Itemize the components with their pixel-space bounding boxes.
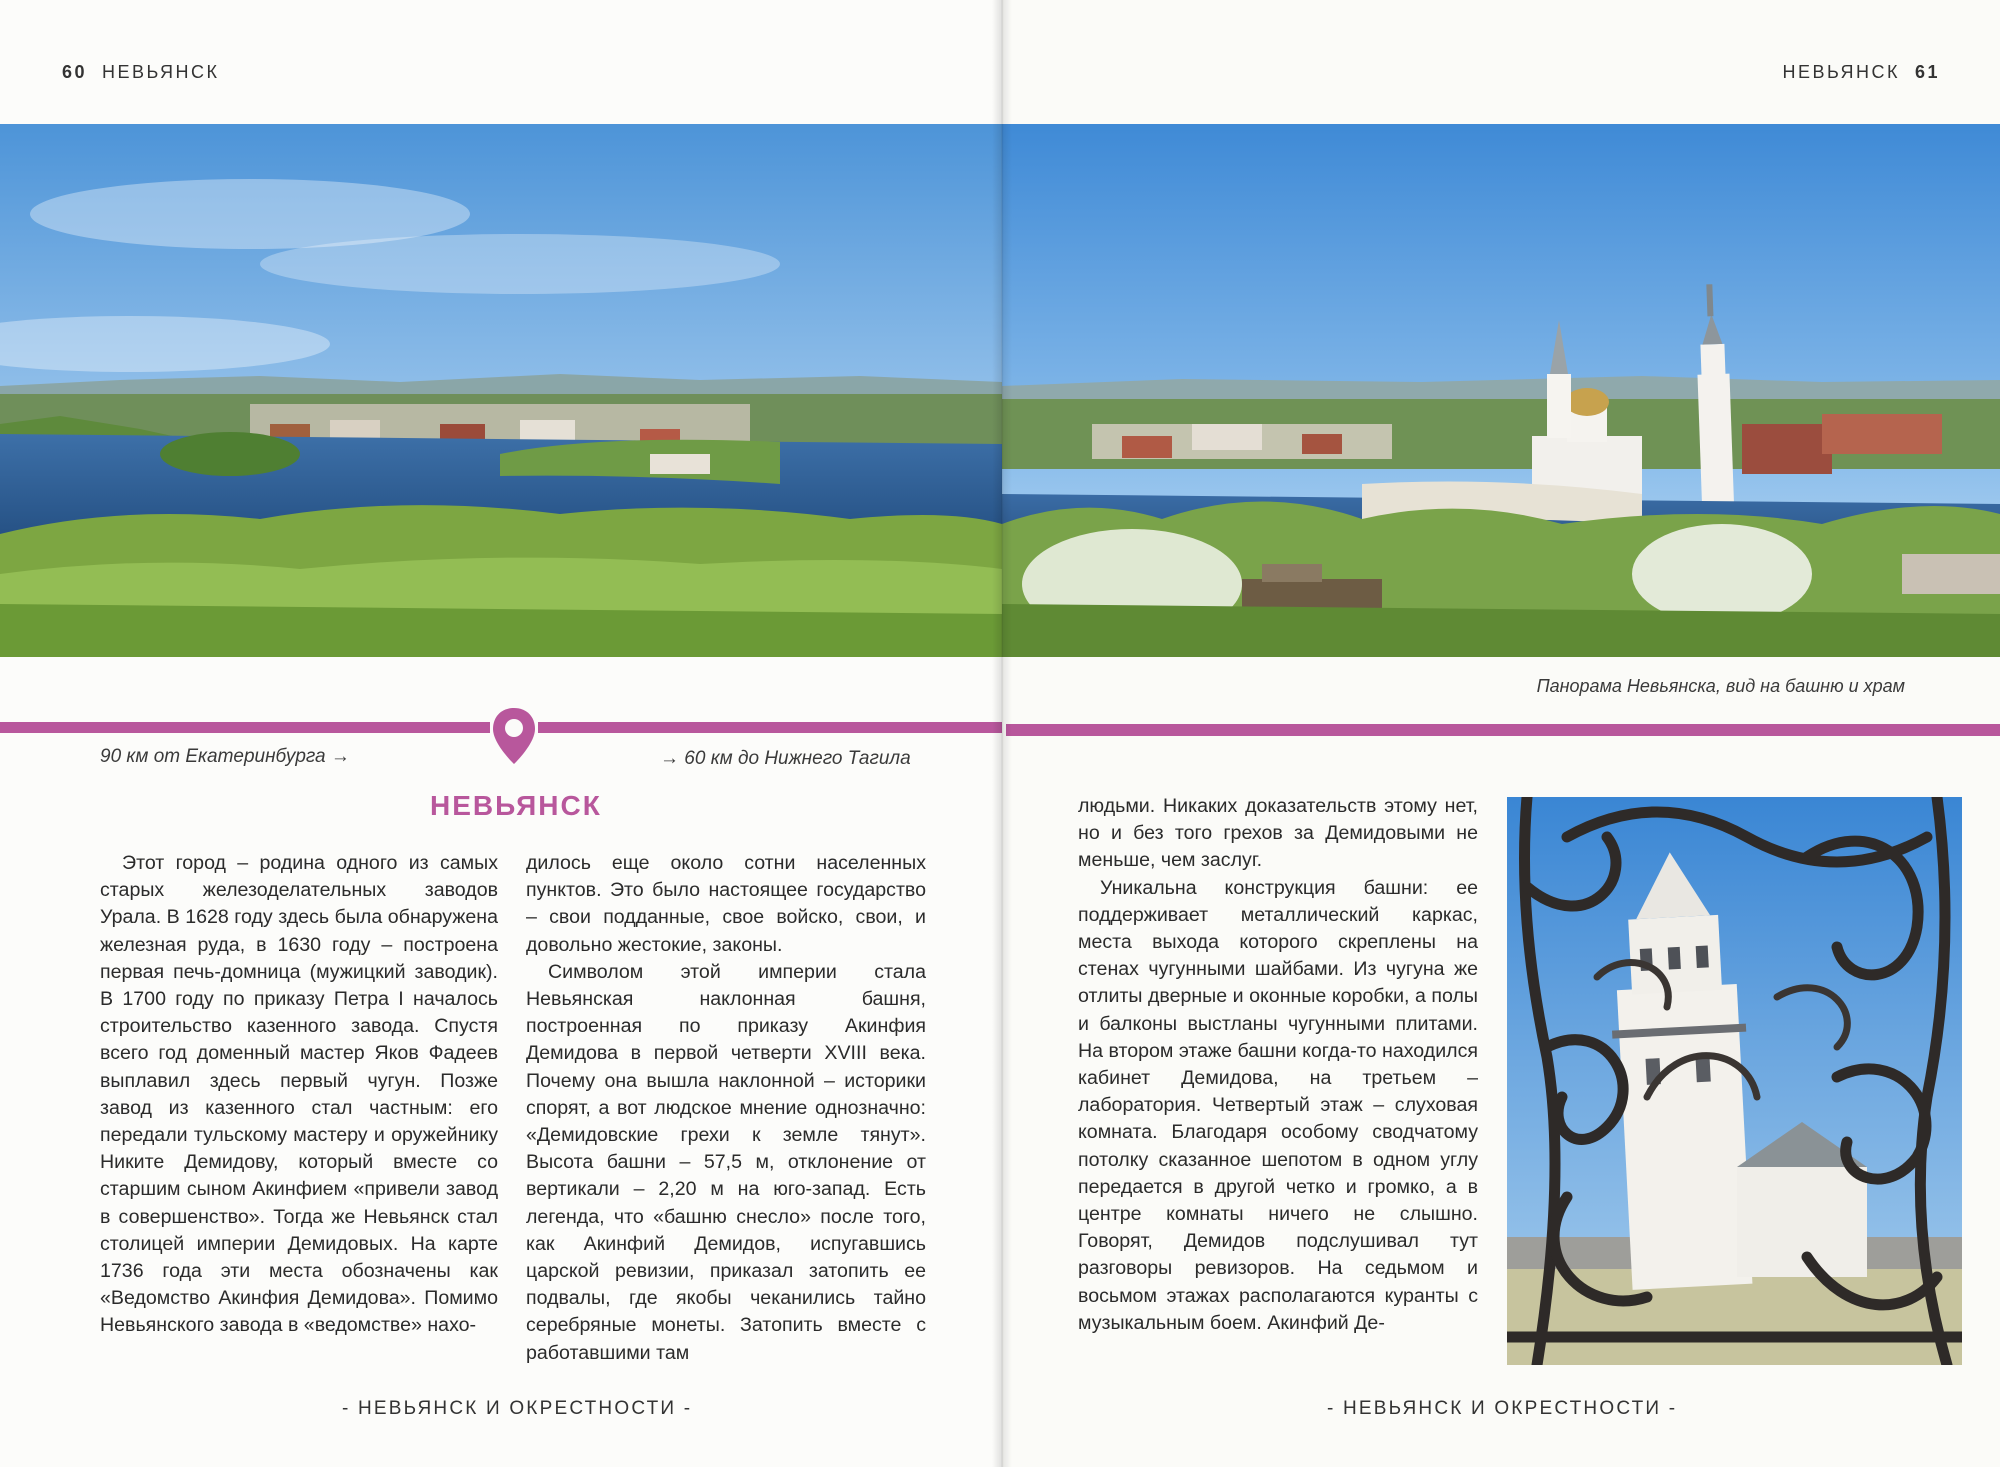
photo-caption: Панорама Невьянска, вид на башню и храм	[1536, 676, 1905, 696]
accent-rule-left-2	[538, 722, 1002, 733]
tower-photo	[1507, 797, 1962, 1365]
right-page	[1002, 0, 2000, 1467]
section-title: НЕВЬЯНСК	[430, 790, 602, 821]
right-running-title: НЕВЬЯНСК	[1782, 62, 1900, 82]
accent-rule-left	[0, 722, 490, 733]
paragraph: Этот город – родина одного из самых старых железоделательных заводов Урала. В 1628 году здесь была обнаружена железная руда, в 1630 году – построена первая печь-домница (мужицкий заводик). В 1700 году по приказу Петра I началось строительство казенного завода. Спустя всего год доменный мастер Яков Фадеев выплавил здесь первый чугун. Позже завод из казенного стал частным: его передали тульскому мастеру и оружейнику Никите Демидову, который вместе со старшим сыном Акинфием «привели завод в совершенство». Тогда же Невьянск стал столицей империи Демидовых. На карте 1736 года эти места обозначены как «Ведомство Акинфия Демидова». Помимо Невьянского завода в «ведомстве» нахо-	[100, 852, 498, 1337]
distance-to: → 60 км до Нижнего Тагила	[660, 748, 911, 769]
right-footer: - НЕВЬЯНСК И ОКРЕСТНОСТИ -	[1327, 1398, 1678, 1419]
text-column-right	[1078, 793, 1478, 1337]
paragraph: Уникальна конструкция башни: ее поддерживает металлический каркас, места выхода которого скреплены на стенах чугунными шайбами. Из чугуна же отлиты дверные и оконные коробки, а полы и балконы выстланы чугунными плитами. На втором этаже башни когда-то находился кабинет Демидова, на третьем – лаборатория. Четвертый этаж – слуховая комната. Благодаря особому сводчатому потолку сказанное шепотом в одном углу передается в другой четко и громко, а в центре комнаты ничего не слышно. Говорят, Демидов подслушивал тут разговоры ревизоров. На седьмом и восьмом этажах располагаются куранты с музыкальным боем. Акинфий Де-	[1078, 876, 1478, 1334]
distance-from: 90 км от Екатеринбурга →	[100, 746, 350, 767]
right-running-head	[1782, 62, 1940, 83]
text-column-1	[100, 850, 498, 1340]
map-pin-icon	[490, 706, 538, 766]
text-column-2	[526, 850, 926, 1367]
book-spine-shadow	[992, 0, 1012, 1467]
left-page-number: 60	[62, 62, 88, 82]
paragraph: людьми. Никаких доказательств этому нет, но и без того грехов за Демидовыми не меньше, чем заслуг.	[1078, 795, 1478, 872]
panorama-photo-left	[0, 124, 1002, 657]
paragraph: Символом этой империи стала Невьянская наклонная башня, построенная по приказу Акинфия Демидова в первой четверти XVIII века. Почему она вышла наклонной – историки спорят, а вот людское мнение однозначно: «Демидовские грехи к земле тянут». Высота башни – 57,5 м, отклонение от вертикали – 2,20 м на юго-запад. Есть легенда, что «башню снесло» после того, как Акинфий Демидов, испугавшись царской ревизии, приказал затопить ее подвалы, где якобы чеканились тайно серебряные монеты. Затопить вместе с работавшими там	[526, 960, 926, 1364]
left-running-head	[62, 62, 220, 83]
paragraph: дилось еще около сотни населенных пунктов. Это было настоящее государство – свои подданные, свое войско, свои, и довольно жестокие, законы.	[526, 852, 926, 956]
left-running-title: НЕВЬЯНСК	[102, 62, 220, 82]
right-page-number: 61	[1914, 62, 1940, 82]
panorama-photo-right	[1002, 124, 2000, 657]
accent-rule-right	[1006, 724, 2000, 736]
left-footer: - НЕВЬЯНСК И ОКРЕСТНОСТИ -	[342, 1398, 693, 1419]
